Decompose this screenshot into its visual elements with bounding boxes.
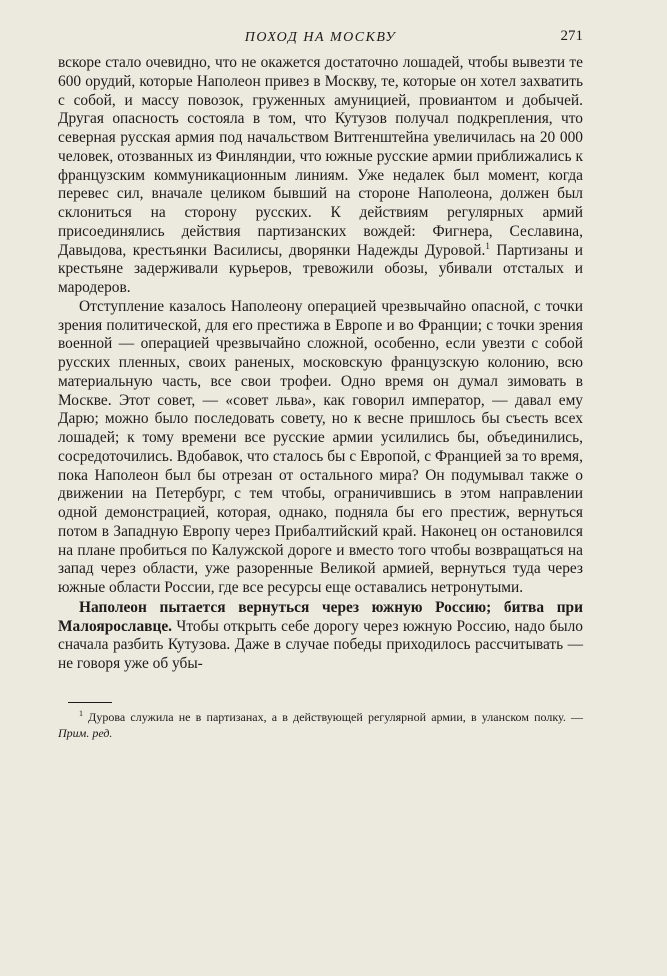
footnote-marker: 1: [79, 708, 83, 718]
footnote-rule: [68, 702, 112, 703]
running-head: [58, 28, 583, 50]
paragraph-3: [58, 599, 583, 674]
footnote-reference: 1: [485, 240, 490, 251]
footnote-text: Дурова служила не в партизанах, а в действующей регулярной армии, в уланском полку. —: [83, 709, 583, 724]
footnote: [58, 709, 583, 741]
paragraph-2: Отступление казалось Наполеону операцией чрезвычайно опасной, с точки зрения политической, для его престижа в Европе и во Франции; с точки зрения военной — операцией чрезвычайно сложной, особенно, если увезти с собой русских пленных, своих раненых, московскую французскую колонию, всю материальную часть, все свои трофеи. Одно время он думал зимовать в Москве. Этот совет, — «совет льва», как говорил император, — давал ему Дарю; можно было последовать совету, но к весне пришлось бы съесть всех лошадей; к тому времени все русские армии усилились бы, объединились, сосредоточились. Вдобавок, что сталось бы с Европой, с Францией за то время, пока Наполеон был бы отрезан от остального мира? Он подумывал также о движении на Петербург, с тем чтобы, ограничившись в этом направлении одной демонстрацией, которая, однако, подняла бы его престиж, вернуться потом в Западную Европу через Прибалтийский край. Наконец он остановился на плане пробиться по Калужской дороге и вместо того чтобы возвращаться на запад через области, уже разоренные Великой армией, вернуться туда через южные области России, где все ресурсы еще оставались нетронутыми.: [58, 297, 583, 596]
editor-note: Прим. ред.: [58, 725, 113, 740]
paragraph-3-text: Чтобы открыть себе дорогу через южную Россию, надо было сначала разбить Кутузова. Даже в случае победы приходилось рассчитывать — не говоря уже об убы-: [58, 617, 583, 672]
page-number: 271: [560, 28, 583, 44]
paragraph-1-text: вскоре стало очевидно, что не окажется достаточно лошадей, чтобы вывезти те 600 орудий, которые Наполеон привез в Москву, те, которые он хотел захватить с собой, и массу повозок, груженных амуницией, провиантом и добычей. Другая опасность состояла в том, что Кутузов получал подкрепления, что северная русская армия под начальством Витгенштейна увеличилась на 20 000 человек, отозванных из Финляндии, что южные русские армии приближались к французским коммуникационным линиям. Уже недалек был момент, когда перевес сил, вначале целиком бывший на стороне Наполеона, должен был склониться на сторону русских. К действиям регулярных армий присоединялись действия партизанских вождей: Фигнера, Сеславина, Давыдова, крестьянки Василисы, дворянки Надежды Дуровой.: [58, 54, 583, 259]
running-title: ПОХОД НА МОСКВУ: [244, 30, 397, 45]
body-text: [58, 54, 583, 674]
section-heading: Наполеон пытается вернуться через южную Россию; битва при Малоярославце.: [58, 598, 583, 635]
paragraph-1: [58, 54, 583, 298]
paragraph-1-tail: Партизаны и крестьяне задерживали курьеров, тревожили обозы, убивали отсталых и мародеров.: [58, 241, 583, 296]
